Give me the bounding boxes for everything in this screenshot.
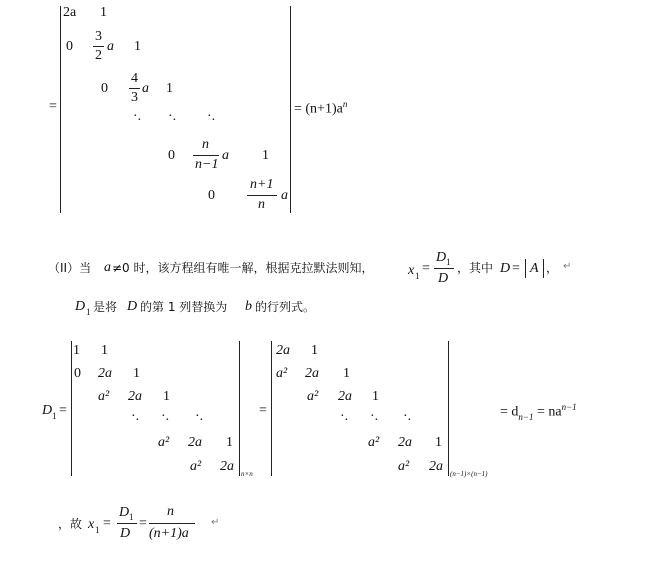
D1-label: D (42, 403, 53, 418)
frac-num-sub: 1 (129, 512, 134, 522)
cell-var: a (281, 188, 288, 203)
frac-num: n+1 (250, 177, 274, 192)
frac-den: D (438, 271, 449, 286)
exponent: n (342, 99, 348, 109)
fraction-line (93, 46, 104, 47)
cell: 2a (305, 366, 319, 381)
cell-var: a (222, 148, 229, 163)
cell: 1 (311, 343, 318, 358)
frac-den: 3 (131, 90, 138, 105)
cell: 2a (276, 343, 290, 358)
cell: a² (276, 366, 288, 381)
var-x: x (408, 263, 415, 278)
minor-result: = $d_{n-1} = na^{n-1}$ (500, 402, 577, 422)
def-text-1: 是将 (93, 300, 118, 314)
equals: = (139, 516, 147, 531)
equals: = (512, 261, 520, 276)
var-D1: D (75, 299, 86, 314)
cell: 2a (188, 435, 202, 450)
equals-sign: = (49, 99, 57, 114)
diagonal-dots: ·. (133, 109, 142, 124)
result-subscript: n−1 (518, 411, 534, 422)
part2-lead: （II）当 (48, 261, 92, 275)
cell: 2a (220, 459, 234, 474)
where-text: ，其中 (457, 261, 494, 275)
fraction-line (247, 195, 277, 196)
cell: 2a (338, 389, 352, 404)
frac-num: 3 (95, 29, 102, 44)
cell: 1 (226, 435, 233, 450)
cell: 1 (100, 5, 107, 20)
fraction-line (129, 88, 140, 89)
var-D: D (127, 299, 138, 314)
frac-den: n (258, 197, 265, 212)
cell: a² (190, 459, 202, 474)
equals-sign: = (59, 403, 67, 418)
cell: 2a (63, 5, 77, 20)
def-text-2: 的第 1 列替换为 (140, 300, 228, 314)
frac-num-sub: 1 (446, 257, 451, 267)
cell: 2a (398, 435, 412, 450)
fraction-line (149, 523, 195, 524)
var-a: a (104, 260, 111, 275)
conclusion-lead: ，故 (58, 517, 83, 531)
cell: 2a (429, 459, 443, 474)
det-bar-right (290, 6, 291, 213)
cell-var: a (142, 81, 149, 96)
cell: 1 (133, 366, 140, 381)
cell-var: a (107, 39, 114, 54)
var-b: b (245, 299, 252, 314)
cell: a² (307, 389, 319, 404)
cell: 1 (101, 343, 108, 358)
cell: 0 (101, 81, 108, 96)
det-bar-left (60, 6, 61, 213)
equals: = (103, 516, 111, 531)
equals-sign: = (259, 403, 267, 418)
det-bar-left (71, 341, 72, 476)
cell: a² (158, 435, 170, 450)
def-text-3: 的行列式。 (255, 300, 316, 314)
paragraph-mark: ↵ (563, 261, 572, 272)
D1-label-sub: 1 (52, 411, 57, 421)
frac-den: D (120, 526, 131, 541)
frac-num: 4 (131, 71, 138, 86)
cell: 1 (134, 39, 141, 54)
frac-den: (n+1)a (149, 526, 189, 541)
var-D: D (500, 261, 511, 276)
cell: 0 (74, 366, 81, 381)
frac-num: n (167, 504, 174, 519)
fraction-line (434, 268, 454, 269)
cell: 0 (66, 39, 73, 54)
frac-den: 2 (95, 48, 102, 63)
determinant-result: = $(n+1)a^n$ (294, 99, 348, 117)
cell: 0 (168, 148, 175, 163)
cell: 1 (262, 148, 269, 163)
abs-bar-right (543, 259, 544, 278)
x-sub: 1 (415, 271, 420, 281)
cell: 1 (163, 389, 170, 404)
diagonal-dots: ·. (131, 409, 140, 424)
cell: 1 (166, 81, 173, 96)
frac-num: n (202, 137, 209, 152)
det-bar-right (448, 341, 449, 476)
frac-num: D (436, 250, 447, 265)
cell: a² (98, 389, 110, 404)
cell: 2a (98, 366, 112, 381)
det-bar-right (239, 341, 240, 476)
fraction-line (117, 523, 137, 524)
diagonal-dots: ·. (340, 409, 349, 424)
cell: 0 (208, 188, 215, 203)
exponent: n−1 (561, 402, 577, 412)
size-subscript: n×n (241, 470, 253, 478)
diagonal-dots: ·. (161, 409, 170, 424)
var-A: A (530, 261, 539, 276)
equals: = (422, 261, 430, 276)
fraction-line (193, 155, 219, 156)
diagonal-dots: ·. (370, 409, 379, 424)
abs-bar-left (525, 259, 526, 278)
x-sub: 1 (95, 525, 100, 535)
var-x: x (88, 517, 95, 532)
cell: 1 (343, 366, 350, 381)
diagonal-dots: ·. (207, 109, 216, 124)
cell: a² (398, 459, 410, 474)
D1-sub: 1 (86, 307, 91, 317)
diagonal-dots: ·. (403, 409, 412, 424)
size-subscript: (n−1)×(n−1) (450, 470, 488, 478)
frac-den: n−1 (195, 157, 219, 172)
diagonal-dots: ·. (168, 109, 177, 124)
diagonal-dots: ·. (195, 409, 204, 424)
det-bar-left (271, 341, 272, 476)
frac-num: D (119, 505, 130, 520)
cell: 2a (128, 389, 142, 404)
comma: ， (546, 261, 559, 275)
cell: 1 (372, 389, 379, 404)
cell: 1 (435, 435, 442, 450)
paragraph-mark: ↵ (211, 517, 220, 528)
cell: 1 (73, 343, 80, 358)
part2-condition: ≠0 时，该方程组有唯一解，根据克拉默法则知， (112, 261, 374, 275)
cell: a² (368, 435, 380, 450)
